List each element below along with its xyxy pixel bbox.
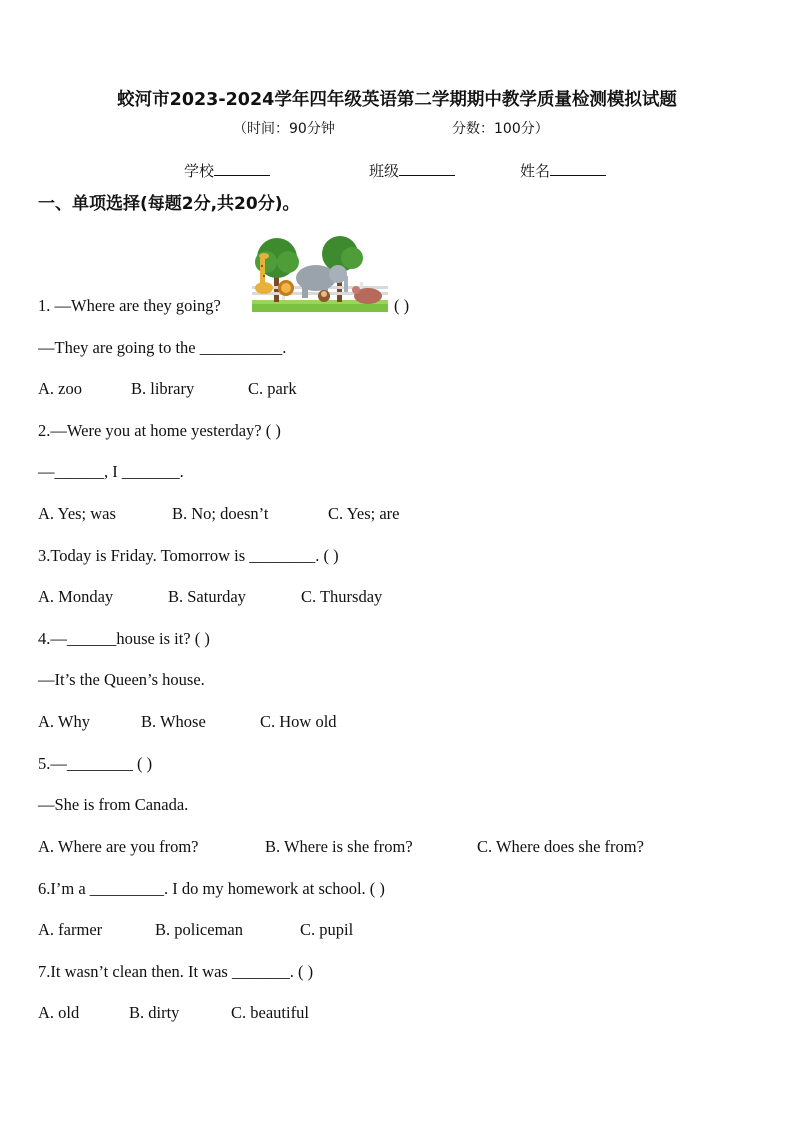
question-6-stem: 6.I’m a _________. I do my homework at school. ( ) [38, 879, 385, 898]
option-a[interactable]: A. zoo [38, 379, 82, 398]
class-label: 班级 [369, 162, 400, 180]
section-heading: 一、单项选择(每题2分,共20分)。 [38, 194, 300, 214]
option-a[interactable]: A. old [38, 1003, 80, 1022]
question-3-options [38, 587, 382, 607]
question-3-stem: 3.Today is Friday. Tomorrow is ________. ( ) [38, 546, 339, 565]
question-5-options [38, 837, 644, 857]
question-1-stem: 1. —Where are they going? [38, 296, 221, 315]
option-c[interactable]: C. beautiful [231, 1003, 309, 1022]
class-blank[interactable] [399, 161, 455, 176]
school-field[interactable] [184, 160, 270, 181]
name-label: 姓名 [520, 162, 551, 180]
question-2-options [38, 504, 400, 524]
option-c[interactable]: C. How old [260, 712, 337, 731]
name-blank[interactable] [550, 161, 606, 176]
option-c[interactable]: C. pupil [300, 920, 354, 939]
question-4-stem: 4.—______house is it? ( ) [38, 629, 210, 648]
question-6-options [38, 920, 353, 940]
question-5-stem: 5.—________ ( ) [38, 754, 153, 773]
option-b[interactable]: B. Where is she from? [265, 837, 413, 856]
question-1-options [38, 379, 297, 399]
question-4-answer-line: —It’s the Queen’s house. [38, 670, 205, 689]
exam-score: 分数：100分） [452, 121, 549, 137]
name-field[interactable] [520, 160, 606, 181]
option-b[interactable]: B. policeman [155, 920, 243, 939]
option-a[interactable]: A. Yes; was [38, 504, 116, 523]
question-7-options [38, 1003, 309, 1023]
option-a[interactable]: A. farmer [38, 920, 103, 939]
option-b[interactable]: B. library [131, 379, 195, 398]
option-b[interactable]: B. Saturday [168, 587, 246, 606]
option-c[interactable]: C. Thursday [301, 587, 383, 606]
option-c[interactable]: C. Where does she from? [477, 837, 644, 856]
option-a[interactable]: A. Why [38, 712, 90, 731]
question-4-options [38, 712, 337, 732]
exam-time: （时间：90分钟 [233, 121, 335, 137]
question-5-answer-line: —She is from Canada. [38, 795, 189, 814]
question-2-answer-line: —______, I _______. [38, 462, 184, 481]
school-blank[interactable] [214, 161, 270, 176]
option-c[interactable]: C. park [248, 379, 297, 398]
class-field[interactable] [369, 160, 455, 181]
zoo-illustration [252, 236, 388, 312]
page-title: 蛟河市2023-2024学年四年级英语第二学期期中教学质量检测模拟试题 [117, 90, 677, 110]
school-label: 学校 [184, 162, 215, 180]
question-1-answer-bracket[interactable]: ( ) [394, 296, 410, 315]
option-b[interactable]: B. dirty [129, 1003, 180, 1022]
option-b[interactable]: B. Whose [141, 712, 206, 731]
question-1-answer-line: —They are going to the __________. [38, 338, 287, 357]
option-a[interactable]: A. Monday [38, 587, 114, 606]
question-7-stem: 7.It wasn’t clean then. It was _______. ( ) [38, 962, 314, 981]
option-a[interactable]: A. Where are you from? [38, 837, 199, 856]
option-c[interactable]: C. Yes; are [328, 504, 400, 523]
option-b[interactable]: B. No; doesn’t [172, 504, 269, 523]
question-2-stem: 2.—Were you at home yesterday? ( ) [38, 421, 281, 440]
